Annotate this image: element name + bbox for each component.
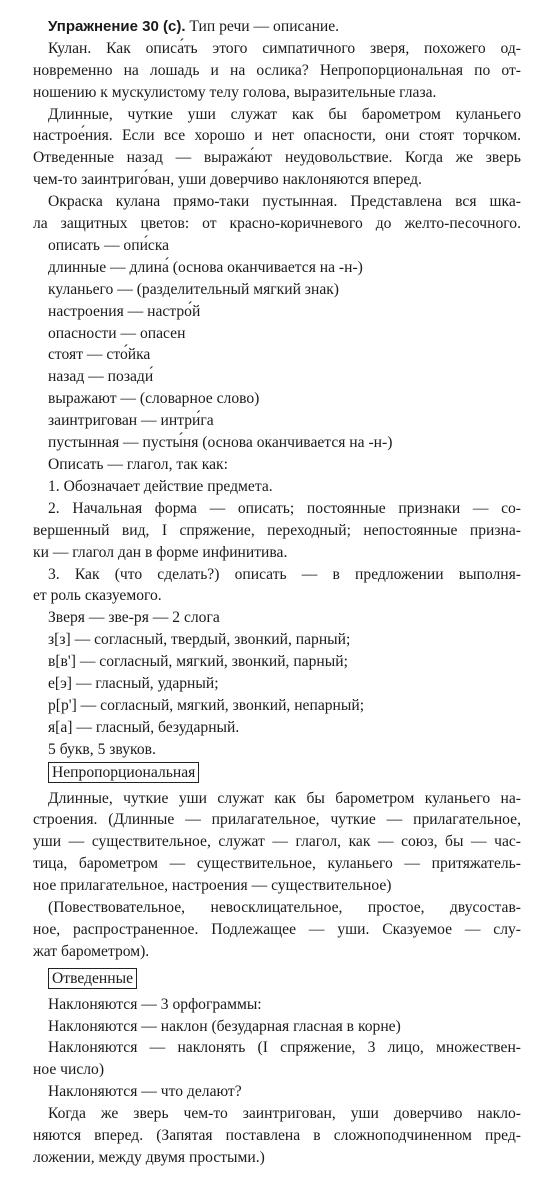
word-check: настроения — настро́й [48, 302, 201, 320]
word-check: опасности — опасен [48, 324, 186, 342]
morph-item: ки — глагол дан в форме инфинитива. [33, 543, 288, 561]
word-parse-box: Отведенные [48, 968, 137, 989]
final-sentence-line: няются вперед. (Запятая поставлена в сложноподчиненном пред- [33, 1127, 521, 1145]
text-line: новременно на лошадь и на ослика? Непропорциональная по от- [33, 61, 521, 79]
orthogram-line: Наклоняются — что делают? [48, 1083, 242, 1101]
sentence-desc-line: ное, распространенное. Подлежащее — уши. Сказуемое — слу- [33, 920, 521, 938]
morph-item: вершенный вид, I спряжение, переходный; непостоянные призна- [33, 521, 521, 539]
word-check: заинтригован — интри́га [48, 412, 214, 430]
word-check: описать — опи́ска [48, 236, 170, 254]
phonetic-line: я[а] — гласный, безударный. [48, 718, 240, 736]
orthogram-line: Наклоняются — наклонять (I спряжение, 3 лицо, множествен- [48, 1039, 521, 1057]
word-check: пустынная — пусты́ня (основа оканчивается на -н-) [48, 434, 393, 452]
phonetic-line: з[з] — согласный, твердый, звонкий, парный; [48, 631, 351, 649]
text-line: Отведенные назад — выража́ют неудовольствие. Когда же зверь [33, 149, 521, 167]
textbook-page [33, 16, 521, 1169]
sentence-desc-line: (Повествовательное, невосклицательное, простое, двусостав- [48, 899, 521, 917]
exercise-type: Тип речи — описание. [185, 18, 340, 35]
morph-item: 3. Как (что сделать?) описать — в предложении выполня- [48, 565, 521, 583]
orthogram-line: Наклоняются — 3 орфограммы: [48, 995, 262, 1013]
phonetic-line: в[в'] — согласный, мягкий, звонкий, парный; [48, 653, 348, 671]
final-sentence-line: ложении, между двумя простыми.) [33, 1148, 265, 1166]
text-line: ла защитных цветов: от красно-коричневого до желто-песочного. [33, 215, 521, 233]
sentence-parse-line: ное прилагательное, настроения — существительное) [33, 877, 392, 895]
phonetic-line: Зверя — зве-ря — 2 слога [48, 609, 220, 627]
text-line: Окраска кулана прямо-таки пустынная. Представлена вся шка- [48, 193, 521, 211]
phonetic-line: е[э] — гласный, ударный; [48, 675, 219, 693]
orthogram-line: ное число) [33, 1061, 105, 1079]
final-sentence-line: Когда же зверь чем-то заинтригован, уши доверчиво накло- [48, 1105, 521, 1123]
sentence-parse-line: Длинные, чуткие уши служат как бы барометром куланьего на- [48, 789, 521, 807]
word-check: назад — позади́ [48, 368, 154, 386]
word-parse-row [33, 761, 521, 784]
text-line: ношению к мускулистому телу голова, выразительные глаза. [33, 83, 437, 101]
sentence-parse-line: уши — существительное, служат — глагол, как — союз, бы — час- [33, 833, 521, 851]
word-parse-row [33, 967, 521, 990]
morph-item: ет роль сказуемого. [33, 587, 162, 605]
sentence-parse-line: тица, барометром — существительное, куланьего — притяжатель- [33, 855, 521, 873]
morph-intro: Описать — глагол, так как: [48, 456, 228, 474]
sentence-desc-line: жат барометром). [33, 942, 150, 960]
orthogram-line: Наклоняются — наклон (безударная гласная в корне) [48, 1017, 401, 1035]
text-line: Длинные, чуткие уши служат как бы барометром куланьего [48, 105, 521, 123]
word-check: выражают — (словарное слово) [48, 390, 260, 408]
text-line: настрое́ния. Если все хорошо и нет опасности, они стоят торчком. [33, 127, 521, 145]
word-parse-box: Непропорциональная [48, 762, 199, 783]
word-check: стоят — сто́йка [48, 346, 151, 364]
exercise-number: Упражнение 30 (с). [48, 18, 186, 35]
word-check: длинные — длина́ (основа оканчивается на -н-) [48, 258, 363, 276]
text-line: чем-то заинтриго́ван, уши доверчиво наклоняются вперед. [33, 171, 422, 189]
sentence-parse-line: строения. (Длинные — прилагательное, чуткие — прилагательное, [33, 811, 521, 829]
word-check: куланьего — (разделительный мягкий знак) [48, 280, 340, 298]
text-line: Кулан. Как описа́ть этого симпатичного зверя, похожего од- [48, 39, 521, 57]
morph-item: 2. Начальная форма — описать; постоянные признаки — со- [48, 499, 521, 517]
morph-item: 1. Обозначает действие предмета. [48, 477, 273, 495]
exercise-heading [33, 16, 521, 38]
phonetic-line: р[р'] — согласный, мягкий, звонкий, непарный; [48, 696, 365, 714]
phonetic-line: 5 букв, 5 звуков. [48, 740, 156, 758]
